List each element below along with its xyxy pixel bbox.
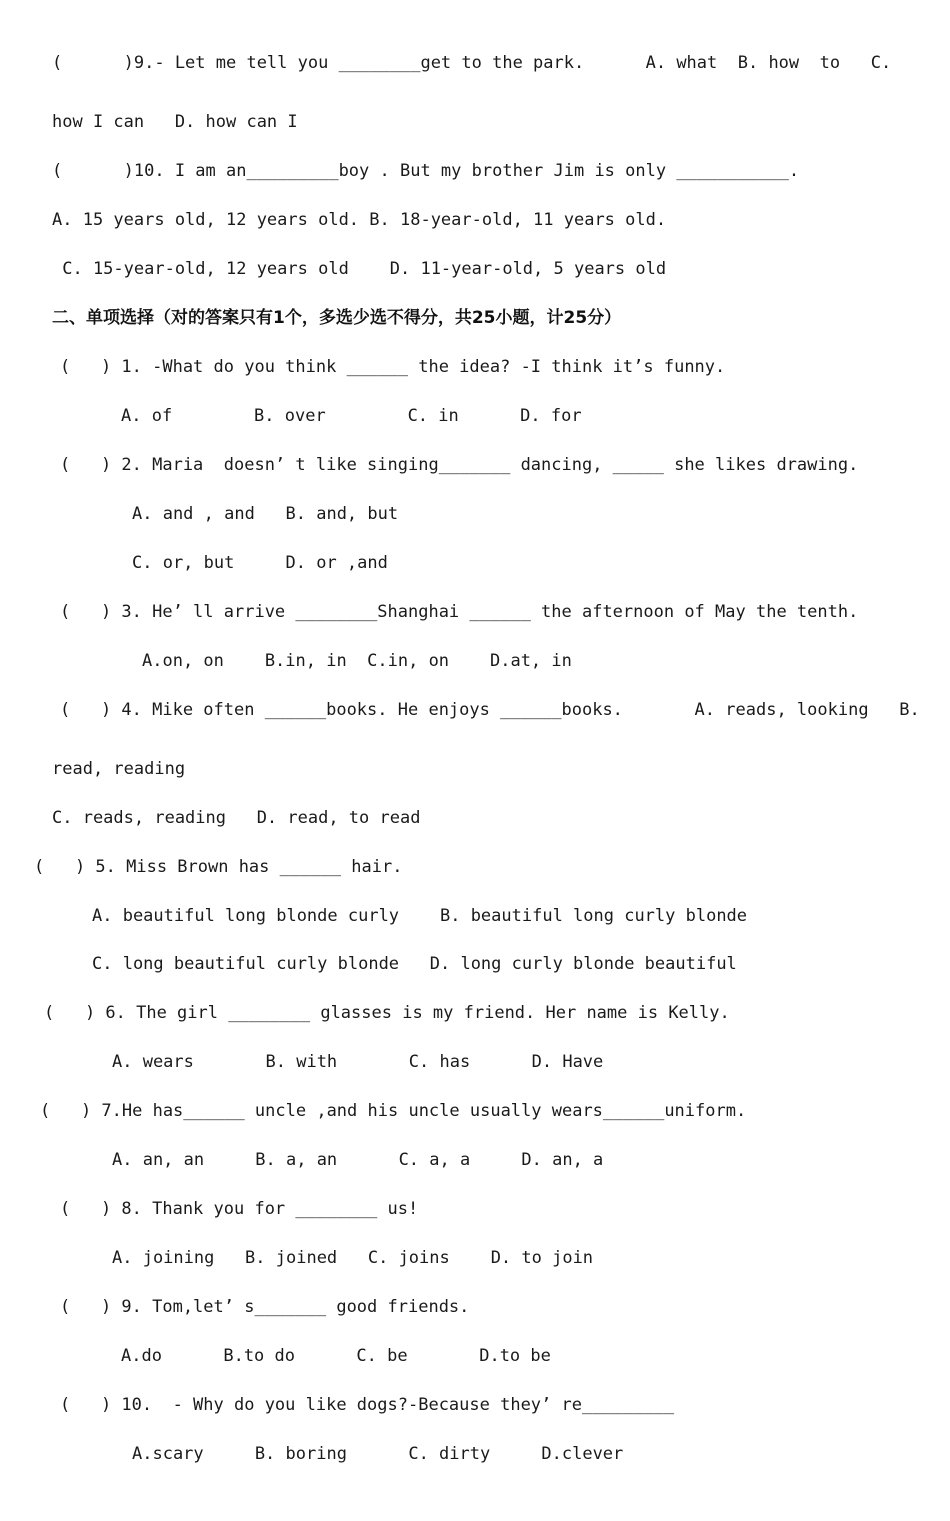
mc-question-7: ( ) 7.He has______ uncle ,and his uncle usually wears______uniform. [40,1101,747,1121]
question-10-options-ab: A. 15 years old, 12 years old. B. 18-year-old, 11 years old. [52,210,667,230]
question-10-stem: ( )10. I am an_________boy . But my brother Jim is only ___________. [52,161,800,181]
mc-question-6-options: A. wears B. with C. has D. Have [112,1052,604,1072]
mc-question-2-options-cd: C. or, but D. or ,and [132,553,388,573]
mc-question-6: ( ) 6. The girl ________ glasses is my friend. Her name is Kelly. [44,1003,730,1023]
mc-question-3: ( ) 3. He’ ll arrive ________Shanghai ______ the afternoon of May the tenth. [60,602,859,622]
mc-question-10-options: A.scary B. boring C. dirty D.clever [132,1444,624,1464]
mc-question-7-options: A. an, an B. a, an C. a, a D. an, a [112,1150,604,1170]
mc-question-2: ( ) 2. Maria doesn’ t like singing_______ dancing, _____ she likes drawing. [60,455,859,475]
mc-question-4-options-cd: C. reads, reading D. read, to read [52,808,421,828]
mc-question-8: ( ) 8. Thank you for ________ us! [60,1199,419,1219]
mc-question-9: ( ) 9. Tom,let’ s_______ good friends. [60,1297,470,1317]
mc-question-5: ( ) 5. Miss Brown has ______ hair. [34,857,403,877]
mc-question-5-options-cd: C. long beautiful curly blonde D. long curly blonde beautiful [92,954,737,974]
question-9-options: how I can D. how can I [52,112,298,132]
question-10-options-cd: C. 15-year-old, 12 years old D. 11-year-old, 5 years old [52,259,667,279]
mc-question-1-options: A. of B. over C. in D. for [121,406,582,426]
section-heading: 二、单项选择（对的答案只有1个，多选少选不得分，共25小题，计25分） [52,308,622,328]
mc-question-5-options-ab: A. beautiful long blonde curly B. beautiful long curly blonde [92,906,748,926]
mc-question-10: ( ) 10. - Why do you like dogs?-Because they’ re_________ [60,1395,675,1415]
mc-question-2-options-ab: A. and , and B. and, but [132,504,399,524]
mc-question-3-options: A.on, on B.in, in C.in, on D.at, in [142,651,572,671]
mc-question-1: ( ) 1. -What do you think ______ the idea? -I think it’s funny. [60,357,726,377]
question-9-stem: ( )9.- Let me tell you ________get to the park. A. what B. how to C. [52,53,892,73]
mc-question-8-options: A. joining B. joined C. joins D. to join [112,1248,594,1268]
mc-question-4: ( ) 4. Mike often ______books. He enjoys ______books. A. reads, looking B. [60,700,920,720]
mc-question-4-option-b-cont: read, reading [52,759,186,779]
mc-question-9-options: A.do B.to do C. be D.to be [121,1346,551,1366]
